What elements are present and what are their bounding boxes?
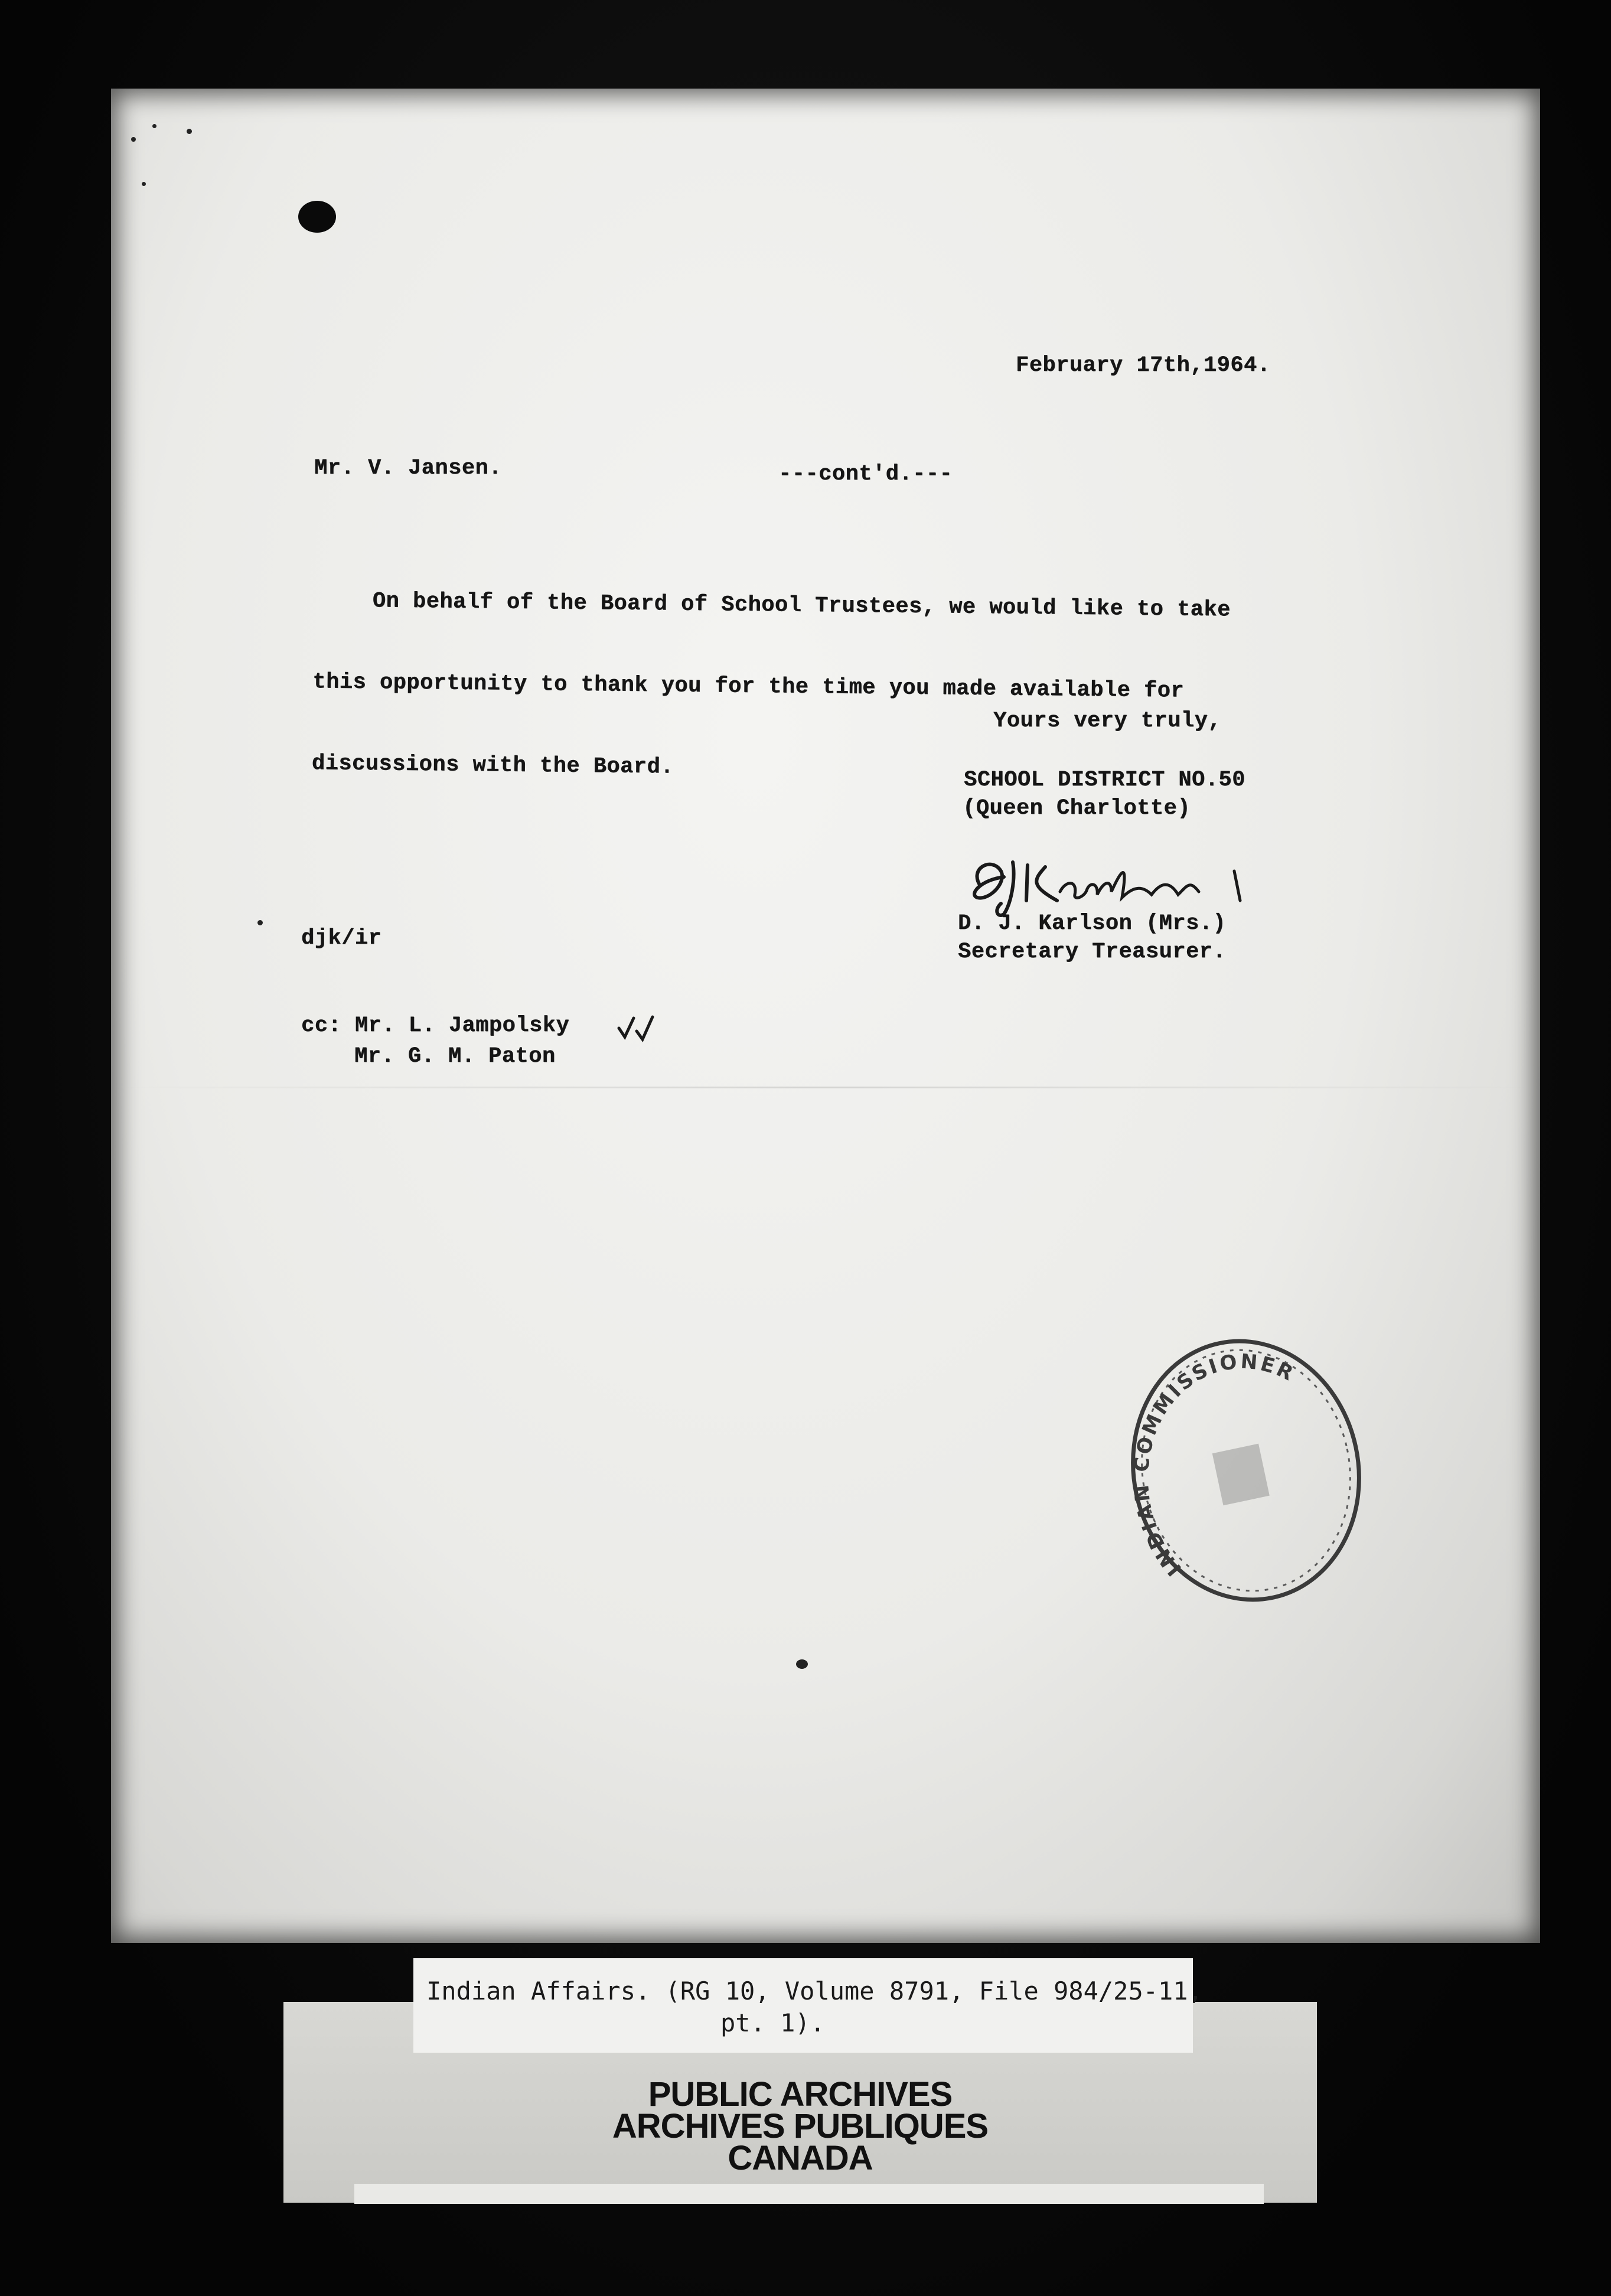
dust-speck xyxy=(796,1659,808,1669)
organization-name: SCHOOL DISTRICT NO.50 xyxy=(964,768,1245,792)
closing-line: Yours very truly, xyxy=(993,709,1221,733)
cc-line: Mr. G. M. Paton xyxy=(354,1044,556,1069)
handwritten-signature xyxy=(957,844,1264,921)
typist-initials: djk/ir xyxy=(301,926,382,951)
signatory-title: Secretary Treasurer. xyxy=(958,940,1227,964)
received-stamp xyxy=(1116,1329,1376,1612)
archive-title-line: CANADA xyxy=(728,2139,873,2177)
check-mark-icon xyxy=(616,1013,657,1043)
reference-line: Indian Affairs. (RG 10, Volume 8791, File 984/25-11, xyxy=(426,1977,1203,2005)
body-line: discussions with the Board. xyxy=(311,751,674,780)
dust-speck xyxy=(131,137,136,142)
archive-title-line: ARCHIVES PUBLIQUES xyxy=(612,2107,989,2145)
body-line: this opportunity to thank you for the time you made available for xyxy=(312,669,1185,704)
label-bottom-strip xyxy=(354,2184,1264,2204)
page-fold-line xyxy=(111,1087,1540,1088)
dust-speck xyxy=(152,124,156,128)
stamp-text: INDIAN COMMISSIONER xyxy=(1129,1349,1299,1581)
body-line: On behalf of the Board of School Trustees, we would like to take xyxy=(372,589,1231,623)
continued-marker: ---cont'd.--- xyxy=(778,462,953,487)
archive-title-line: PUBLIC ARCHIVES xyxy=(648,2075,953,2114)
organization-subtitle: (Queen Charlotte) xyxy=(963,796,1191,821)
cc-line: cc: Mr. L. Jampolsky xyxy=(301,1013,570,1038)
punch-hole xyxy=(298,201,336,233)
dust-speck xyxy=(257,920,263,925)
dust-speck xyxy=(142,182,146,186)
letter-date: February 17th,1964. xyxy=(1016,353,1271,378)
reference-card xyxy=(413,1958,1203,2053)
signatory-name: D. J. Karlson (Mrs.) xyxy=(958,911,1227,936)
dust-speck xyxy=(187,129,192,134)
recipient-line: Mr. V. Jansen. xyxy=(314,456,502,481)
archive-title xyxy=(283,2075,1317,2177)
reference-line: pt. 1). xyxy=(720,2008,826,2037)
